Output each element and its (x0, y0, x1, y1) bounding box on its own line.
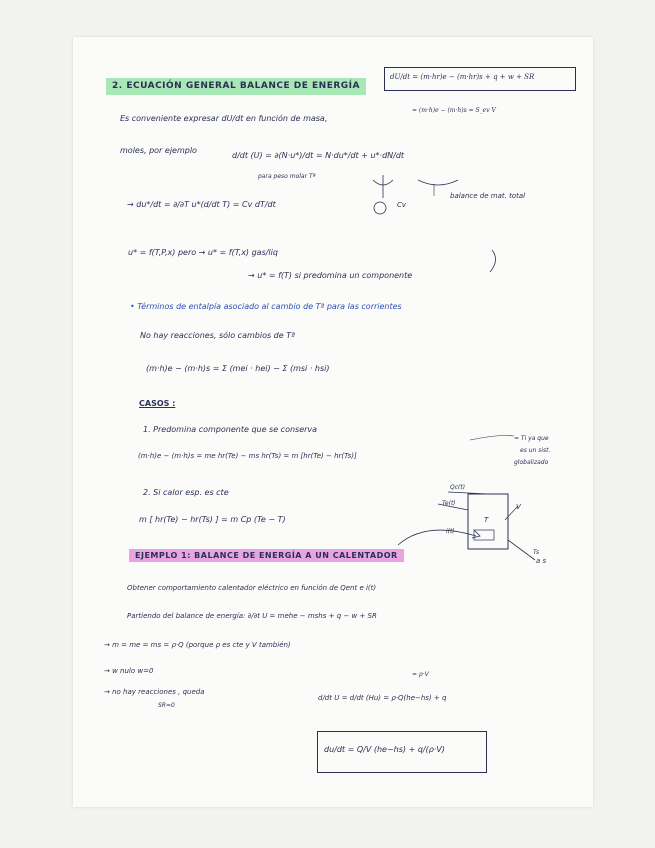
final-result-equation: du/dt = Q/V (he−hs) + q/(ρ·V) (324, 745, 445, 754)
example-derivative-equation: d/dt U = d/dt (Hu) = ρ·Q(he−hs) + q (318, 694, 447, 702)
cv-label: Cv (397, 201, 407, 209)
diagram-te-label: Te(t) (442, 500, 456, 507)
example-line-2: Partiendo del balance de energía: ∂/∂t U = mehe − mshs + q − w + SR (127, 612, 377, 620)
case-2-equation: m [ hr(Te) − hr(Ts) ] = m Cp (Te − T) (139, 515, 286, 524)
example-line-3: → m = me = ms = ρ·Q (porque ρ es cte y V también) (104, 641, 291, 649)
casos-label: CASOS : (139, 399, 176, 408)
diagram-t-label: T (484, 516, 489, 524)
line-u-function: u* = f(T,P,x) pero → u* = f(T,x) gas/liq (128, 248, 278, 257)
section-heading-energy-balance: 2. ECUACIÓN GENERAL BALANCE DE ENERGÍA (106, 78, 366, 95)
line-sum-enthalpy: (m·h)e − (m·h)s = Σ (mei · hei) − Σ (msi · hsi) (146, 364, 330, 373)
example-sr-zero: SR=0 (158, 702, 175, 709)
line-moles: moles, por ejemplo (120, 146, 197, 155)
case-1-title: 1. Predomina componente que se conserva (143, 425, 318, 434)
note-peso-molar: para peso molar Tª (258, 173, 316, 180)
note-balance-materia: balance de mat. total (450, 192, 526, 200)
diagram-as-label: a s (536, 557, 547, 565)
case-1-note-2: es un sist. (520, 447, 551, 454)
diagram-qc-label: Qc(t) (450, 484, 466, 491)
line-cv-derivation: → du*/dt = ∂/∂T u*(d/dt T) = Cv dT/dt (127, 200, 276, 209)
line-conveniente: Es conveniente expresar dU/dt en función de masa, (120, 114, 328, 123)
case-1-equation: (m·h)e − (m·h)s = me hr(Te) − ms hr(Ts) = m [hr(Te) − hr(Ts)] (138, 452, 357, 460)
diagram-it-label: i(t) (446, 528, 455, 535)
example-rho-v-note: = ρ·V (412, 671, 429, 678)
under-box-note: = (m·h)e − (m·h)s = S_ev V (412, 107, 496, 114)
section-heading-example: EJEMPLO 1: BALANCE DE ENERGÍA A UN CALENTADOR (129, 549, 404, 562)
case-1-note-3: globalizado (514, 459, 549, 466)
diagram-v-label: V (516, 503, 521, 511)
case-1-note-1: = Ti ya que (514, 435, 549, 442)
case-2-title: 2. Si calor esp. es cte (143, 488, 229, 497)
example-line-5: → no hay reacciones , queda (104, 688, 205, 696)
diagram-ts-label: Ts (533, 549, 540, 556)
line-u-single-component: → u* = f(T) si predomina un componente (248, 271, 413, 280)
line-du-derivative: d/dt (U) = ∂(N·u*)/dt = N·du*/dt + u*·dN/dt (232, 151, 405, 160)
example-line-4: → w nulo w=0 (104, 667, 154, 675)
example-line-1: Obtener comportamiento calentador eléctrico en función de Qent e i(t) (127, 584, 377, 592)
line-no-reactions: No hay reacciones, sólo cambios de Tª (140, 331, 295, 340)
line-enthalpy-terms: • Términos de entalpía asociado al cambio de Tª para las corrientes (130, 302, 402, 311)
boxed-equation-text: dU/dt = (m·hr)e − (m·hr)s + q + w + SR (390, 73, 535, 81)
